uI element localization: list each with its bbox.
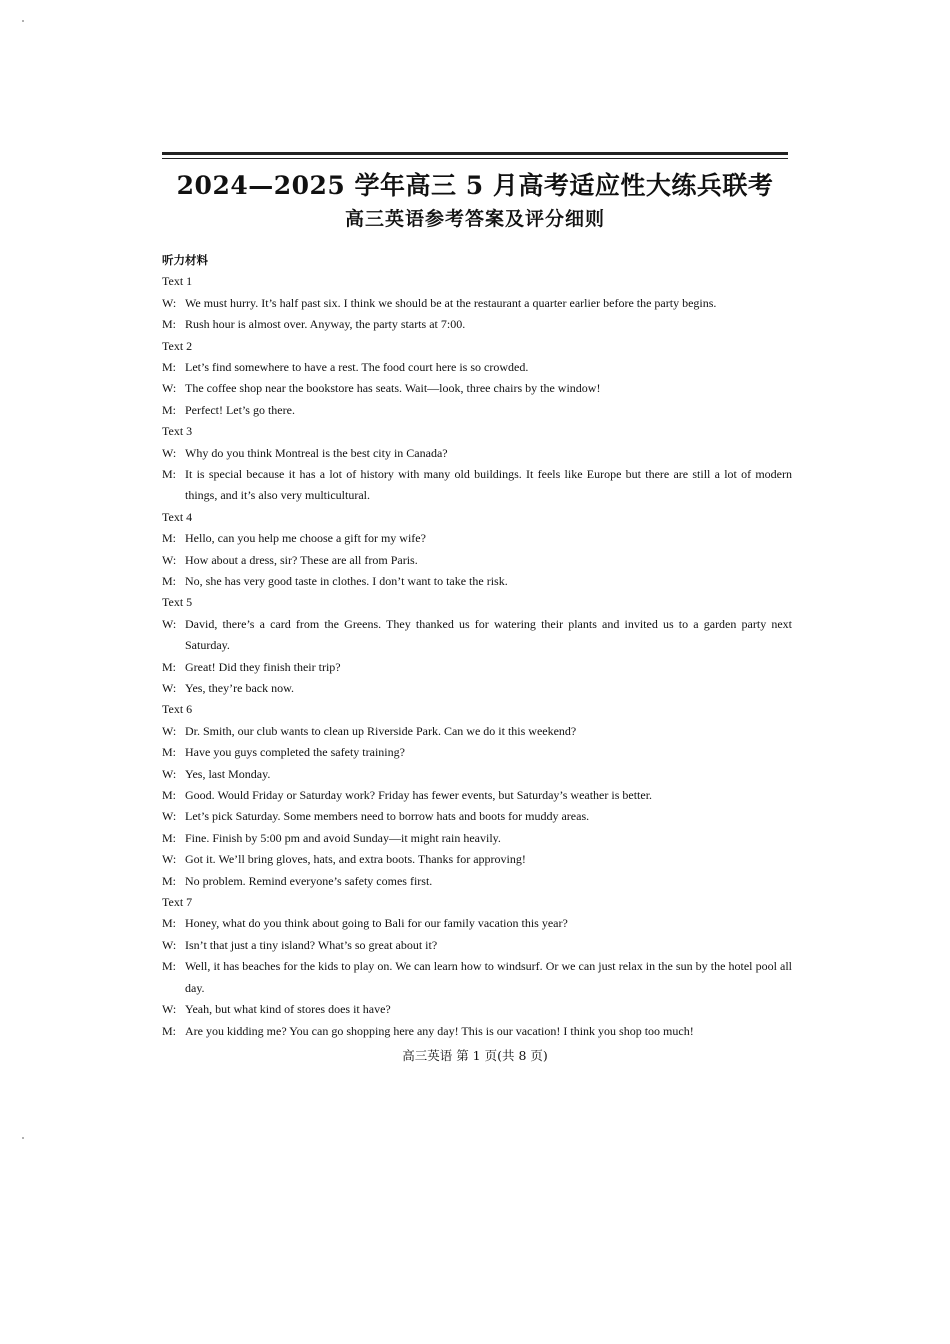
- scan-speck: [22, 1137, 24, 1139]
- dialogue-line: [162, 614, 792, 657]
- speaker-label: W:: [162, 766, 177, 781]
- utterance-text: Let’s pick Saturday. Some members need to borrow hats and boots for muddy areas.: [185, 809, 590, 824]
- speaker-label: M:: [162, 745, 177, 760]
- text-label: Text 7: [162, 895, 193, 910]
- speaker-label: W:: [162, 616, 177, 631]
- dialogue-line: [162, 871, 792, 892]
- speaker-label: W:: [162, 552, 177, 567]
- utterance-text: Isn’t that just a tiny island? What’s so great about it?: [185, 937, 438, 952]
- speaker-label: W:: [162, 681, 177, 696]
- text-block: [162, 592, 792, 699]
- utterance-text: Rush hour is almost over. Anyway, the party starts at 7:00.: [185, 317, 466, 332]
- dialogue-line: [162, 550, 792, 571]
- text-label: Text 2: [162, 338, 193, 353]
- text-block: [162, 892, 792, 1042]
- text-block: [162, 421, 792, 507]
- text-label: Text 6: [162, 702, 193, 717]
- speaker-label: M:: [162, 467, 177, 481]
- dialogue-line: [162, 464, 792, 507]
- dialogue-line: [162, 764, 792, 785]
- text-label: Text 5: [162, 595, 193, 610]
- utterance-text: Yeah, but what kind of stores does it have?: [185, 1002, 391, 1017]
- text-block: [162, 336, 792, 422]
- dialogue-line: [162, 935, 792, 956]
- speaker-label: W:: [162, 295, 177, 310]
- speaker-label: W:: [162, 809, 177, 824]
- utterance-text: How about a dress, sir? These are all from Paris.: [185, 552, 418, 567]
- utterance-text: Yes, they’re back now.: [185, 681, 294, 696]
- speaker-label: M:: [162, 402, 177, 417]
- utterance-text: Honey, what do you think about going to Bali for our family vacation this year?: [185, 916, 568, 931]
- utterance-text: No, she has very good taste in clothes. I don’t want to take the risk.: [185, 574, 508, 589]
- dialogue-line: [162, 678, 792, 699]
- utterance-text: It is special because it has a lot of history with many old buildings. It feels like Europe but there are still a lot of modern things, and it’s also very multicultural.: [185, 467, 792, 503]
- utterance-text: Great! Did they finish their trip?: [185, 659, 341, 674]
- dialogue-line: [162, 443, 792, 464]
- text-block: [162, 699, 792, 892]
- dialogue-line: [162, 571, 792, 592]
- speaker-label: W:: [162, 852, 177, 867]
- utterance-text: No problem. Remind everyone’s safety comes first.: [185, 873, 433, 888]
- speaker-label: M:: [162, 359, 177, 374]
- dialogue-line: [162, 314, 792, 335]
- utterance-text: Fine. Finish by 5:00 pm and avoid Sunday—it might rain heavily.: [185, 830, 501, 845]
- dialogue-line: [162, 378, 792, 399]
- dialogue-line: [162, 528, 792, 549]
- utterance-text: We must hurry. It’s half past six. I think we should be at the restaurant a quarter earlier before the party begins.: [185, 295, 717, 310]
- dialogue-line: [162, 742, 792, 763]
- page-title: 2024—2025 学年高三 5 月高考适应性大练兵联考: [176, 171, 774, 200]
- dialogue-line: [162, 999, 792, 1020]
- dialogue-line: [162, 785, 792, 806]
- dialogue-line: [162, 828, 792, 849]
- text-label: Text 3: [162, 424, 193, 439]
- transcript-list: [162, 271, 792, 1042]
- text-block: [162, 507, 792, 593]
- speaker-label: M:: [162, 531, 177, 546]
- utterance-text: Hello, can you help me choose a gift for my wife?: [185, 531, 426, 546]
- page-subtitle: 高三英语参考答案及评分细则: [344, 208, 605, 230]
- speaker-label: M:: [162, 659, 177, 674]
- dialogue-line: [162, 806, 792, 827]
- dialogue-line: [162, 1021, 792, 1042]
- utterance-text: Yes, last Monday.: [185, 766, 271, 781]
- utterance-text: David, there’s a card from the Greens. They thanked us for watering their plants and invited us to a garden party next Saturday.: [185, 616, 792, 653]
- utterance-text: Got it. We’ll bring gloves, hats, and extra boots. Thanks for approving!: [185, 852, 526, 867]
- listening-material: [162, 250, 792, 1042]
- speaker-label: M:: [162, 916, 177, 931]
- utterance-text: Perfect! Let’s go there.: [185, 402, 295, 417]
- speaker-label: M:: [162, 959, 177, 974]
- speaker-label: M:: [162, 873, 177, 888]
- text-block: [162, 271, 792, 335]
- utterance-text: Why do you think Montreal is the best city in Canada?: [185, 445, 448, 460]
- section-title: 听力材料: [162, 253, 208, 267]
- speaker-label: W:: [162, 381, 177, 396]
- utterance-text: The coffee shop near the bookstore has seats. Wait—look, three chairs by the window!: [185, 381, 601, 396]
- dialogue-line: [162, 721, 792, 742]
- dialogue-line: [162, 956, 792, 999]
- speaker-label: W:: [162, 1002, 177, 1017]
- utterance-text: Let’s find somewhere to have a rest. The food court here is so crowded.: [185, 359, 529, 374]
- speaker-label: M:: [162, 1023, 177, 1038]
- utterance-text: Well, it has beaches for the kids to play on. We can learn how to windsurf. Or we can just relax in the sun by the hotel pool all day.: [185, 959, 792, 995]
- dialogue-line: [162, 849, 792, 870]
- speaker-label: W:: [162, 723, 177, 738]
- speaker-label: M:: [162, 317, 177, 332]
- dialogue-line: [162, 913, 792, 934]
- header-rule: [162, 152, 788, 159]
- utterance-text: Good. Would Friday or Saturday work? Friday has fewer events, but Saturday’s weather is better.: [185, 788, 653, 803]
- dialogue-line: [162, 293, 792, 314]
- dialogue-line: [162, 400, 792, 421]
- speaker-label: M:: [162, 830, 177, 845]
- scan-speck: [22, 20, 24, 22]
- speaker-label: M:: [162, 574, 177, 589]
- page-footer: 高三英语 第 1 页(共 8 页): [402, 1048, 548, 1063]
- speaker-label: W:: [162, 445, 177, 460]
- dialogue-line: [162, 657, 792, 678]
- text-label: Text 1: [162, 274, 193, 289]
- utterance-text: Dr. Smith, our club wants to clean up Riverside Park. Can we do it this weekend?: [185, 723, 577, 738]
- dialogue-line: [162, 357, 792, 378]
- utterance-text: Have you guys completed the safety training?: [185, 745, 405, 760]
- speaker-label: M:: [162, 788, 177, 803]
- speaker-label: W:: [162, 937, 177, 952]
- utterance-text: Are you kidding me? You can go shopping here any day! This is our vacation! I think you shop too much!: [185, 1023, 694, 1038]
- text-label: Text 4: [162, 509, 193, 524]
